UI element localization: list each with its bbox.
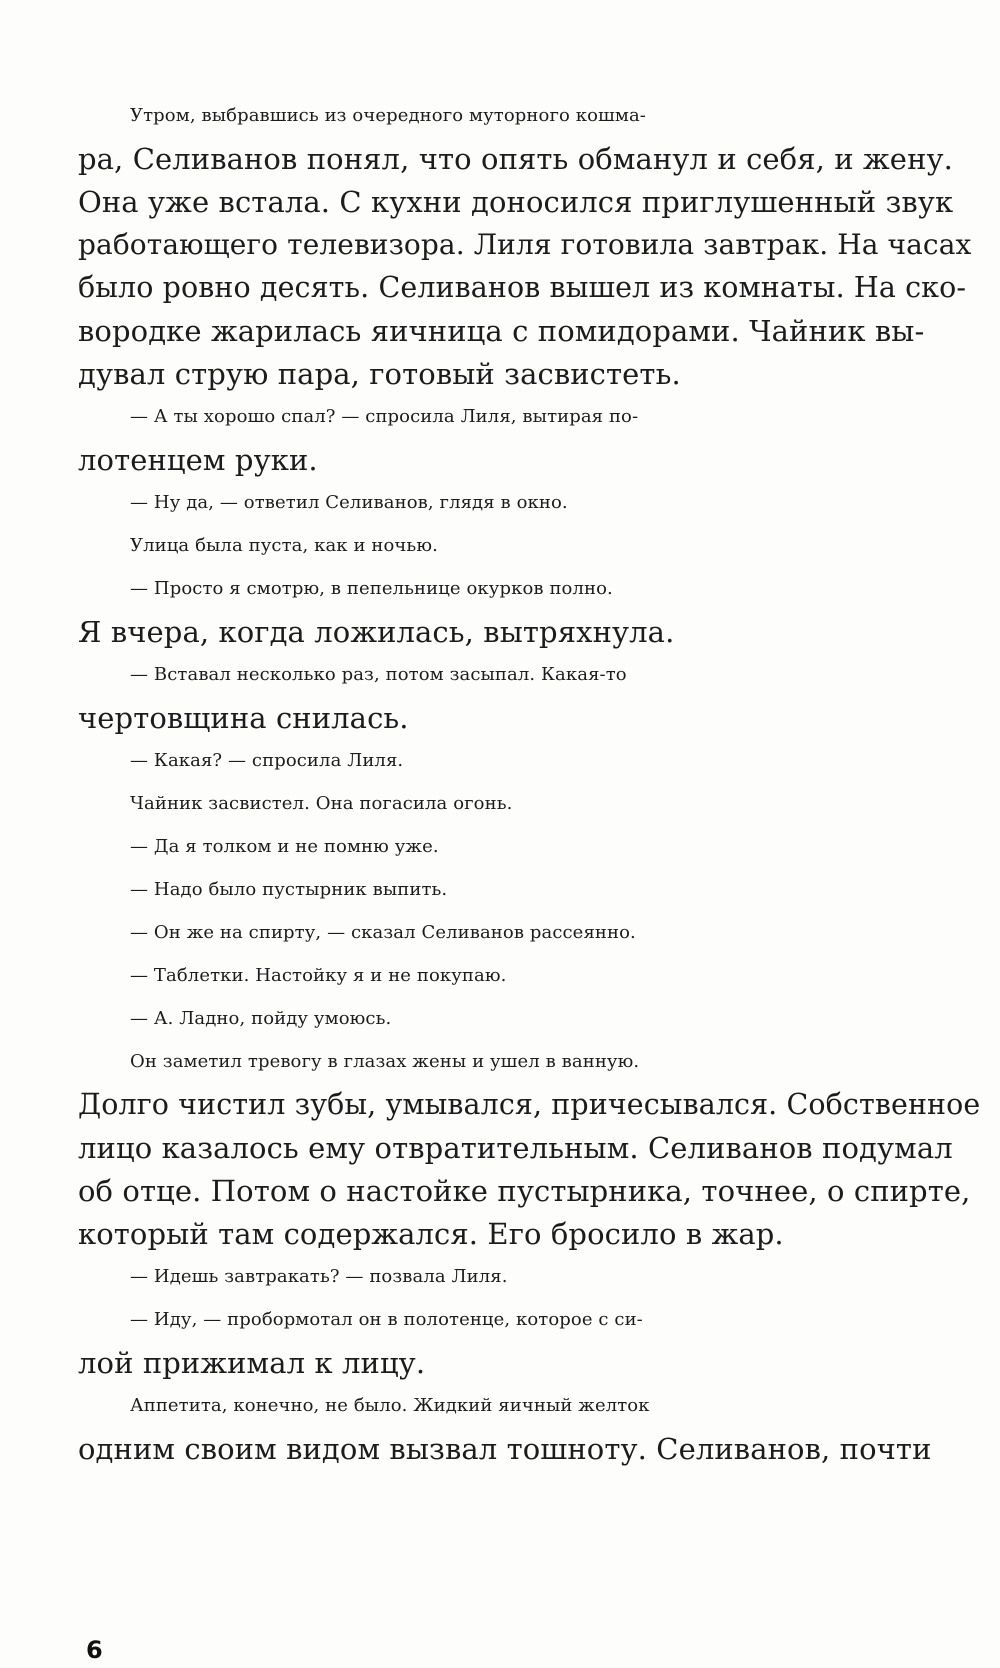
text-line: — Просто я смотрю, в пепельнице окурков полно. [130, 578, 613, 599]
text-line: — Надо было пустырник выпить. [130, 879, 448, 900]
text-line: одним своим видом вызвал тошноту. Селиванов, почти [78, 1432, 932, 1466]
text-line: — А. Ладно, пойду умоюсь. [130, 1008, 392, 1029]
text-line: Аппетита, конечно, не было. Жидкий яичный желток [130, 1395, 650, 1416]
text-line: об отце. Потом о настойке пустырника, точнее, о спирте, [78, 1174, 971, 1208]
text-line: — Да я толком и не помню уже. [130, 836, 439, 857]
text-line: — Какая? — спросила Лиля. [130, 750, 404, 771]
text-line: — Таблетки. Настойку я и не покупаю. [130, 965, 507, 986]
text-line: было ровно десять. Селиванов вышел из комнаты. На ско- [78, 271, 967, 304]
text-line: лой прижимал к лицу. [78, 1346, 426, 1380]
page-number: 6 [86, 1636, 103, 1664]
text-line: Улица была пуста, как и ночью. [130, 535, 438, 556]
text-line: — Ну да, — ответил Селиванов, глядя в окно. [130, 492, 568, 513]
text-line: лицо казалось ему отвратительным. Селиванов подумал [78, 1131, 953, 1165]
text-line: вородке жарилась яичница с помидорами. Чайник вы- [78, 314, 925, 348]
text-line: дувал струю пара, готовый засвистеть. [78, 357, 681, 391]
text-line: Долго чистил зубы, умывался, причесывался. Собственное [78, 1088, 981, 1121]
text-line: ра, Селиванов понял, что опять обманул и себя, и жену. [78, 142, 953, 176]
text-line: Он заметил тревогу в глазах жены и ушел в ванную. [130, 1051, 640, 1072]
text-line: — А ты хорошо спал? — спросила Лиля, вытирая по- [130, 406, 639, 427]
text-line: который там содержался. Его бросило в жар. [78, 1217, 784, 1251]
text-line: работающего телевизора. Лиля готовила завтрак. На часах [78, 228, 972, 261]
text-line: Чайник засвистел. Она погасила огонь. [130, 793, 513, 814]
text-line: — Иду, — пробормотал он в полотенце, которое с си- [130, 1309, 643, 1330]
text-line: — Вставал несколько раз, потом засыпал. Какая-то [130, 664, 627, 685]
text-line: — Он же на спирту, — сказал Селиванов рассеянно. [130, 922, 636, 943]
text-line: Она уже встала. С кухни доносился приглушенный звук [78, 185, 954, 219]
text-line: Я вчера, когда ложилась, вытряхнула. [78, 615, 675, 649]
text-line: — Идешь завтракать? — позвала Лиля. [130, 1266, 508, 1287]
text-line: Утром, выбравшись из очередного муторного кошма- [130, 105, 646, 126]
text-line: чертовщина снилась. [78, 701, 409, 735]
text-line: лотенцем руки. [78, 443, 318, 477]
